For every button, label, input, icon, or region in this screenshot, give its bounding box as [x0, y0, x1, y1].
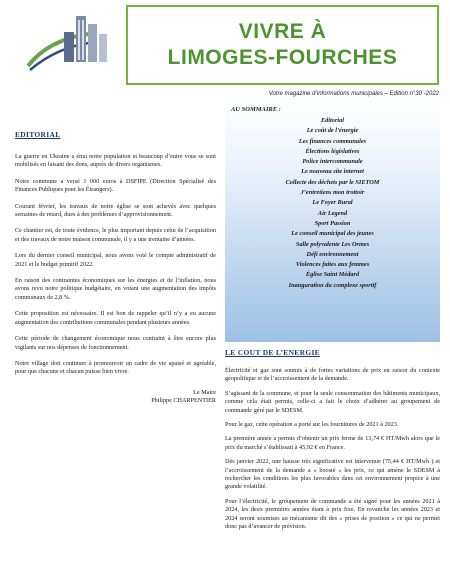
- editorial-paragraph: Cette période de changement économique nous contraint à être encore plus vigilants sur nos dépenses de fonctionnement.: [15, 335, 216, 351]
- editorial-paragraph: Ce chantier est, de toute évidence, le plus important depuis celui de l’acquisition et des travaux de notre maison communale, il y a une trentaine d’années.: [15, 227, 216, 243]
- toc-item: Sport Passion: [314, 219, 351, 227]
- toc-item: Le Foyer Rural: [312, 199, 353, 207]
- toc-item: Défi environnement: [306, 250, 359, 258]
- toc-item: Violences faites aux femmes: [295, 261, 370, 269]
- toc-item: Inauguration du complexe sportif: [288, 281, 377, 289]
- signature-title: Le Maire: [193, 388, 216, 396]
- editorial-paragraph: Cette proposition est nécessaire. Il est bon de rappeler qu’il n’y a eu aucune augmentation des contributions communales pendant plusieurs années.: [15, 310, 216, 326]
- toc-item: Le conseil municipal des jeunes: [291, 230, 374, 238]
- toc-item: Salle polyvalente Les Ormes: [295, 240, 370, 248]
- toc-item: Église Saint Médard: [305, 271, 360, 279]
- toc-item: Les finances communales: [298, 137, 367, 145]
- energy-paragraph: Pour le gaz, cette opération a porté sur les fournitures de 2021 à 2023.: [225, 421, 399, 429]
- table-of-contents-heading: AU SOMMAIRE :: [231, 106, 281, 113]
- editorial-column: [15, 130, 216, 406]
- town-logo: [18, 10, 120, 92]
- editorial-paragraph: Courant février, les travaux de notre église se sont achevés avec quelques semaines de retard, dues à des problèmes d’approvisionnement.: [15, 202, 216, 219]
- toc-item: Police intercommunale: [302, 158, 363, 166]
- toc-item: Le nouveau site internet: [301, 168, 364, 176]
- energy-paragraph: Dès janvier 2022, une hausse très significative est intervenue (75,44 € HT/Mwh ) et l’accroissement de la demande a « boosté » les prix, ce qui amène le SDESM à rechercher les conditions les plus favorables dans cet environnement propice à une grande volatilité.: [225, 458, 440, 491]
- masthead-title-line-1: VIVRE À: [238, 20, 327, 43]
- toc-item: Editorial: [320, 117, 345, 124]
- table-of-contents-list: [231, 116, 434, 291]
- signature-name: Philippe CHARPENTIER: [151, 397, 216, 405]
- editorial-paragraph: La guerre en Ukraine a ému notre population et beaucoup d’entre vous se sont mobilisés en faisant des dons, auprès de divers organismes.: [15, 153, 216, 169]
- editorial-paragraph: Notre village doit continuer à promouvoir un cadre de vie apaisé et agréable, pour que chacune et chacun puisse bien vivre.: [15, 359, 216, 376]
- signature-block: [15, 389, 216, 406]
- energy-paragraph: La première année a permis d’obtenir un prix ferme de 13,74 € HT/Mwh alors que le prix du marché s’établissait à 45,92 € en France.: [225, 435, 440, 451]
- energy-paragraph: S’agissant de la commune, et pour la seule consommation des bâtiments municipaux, comme cela était permis, celle-ci a fait le choix d’adhérer au groupement de commande géré par le SDESM.: [225, 389, 440, 414]
- toc-item: Le coût de l’énergie: [306, 127, 359, 135]
- editorial-heading: EDITORIAL: [15, 130, 61, 139]
- editorial-paragraph: En raison des contraintes économiques sur les énergies et de l’inflation, nous avons revu notre politique budgétaire, en votant une augmentation des impôts communaux de 2,8 %.: [15, 277, 216, 301]
- masthead-subtitle: Votre magazine d’informations municipales – Edition n°30 -2022: [268, 91, 439, 97]
- table-of-contents-box: [225, 100, 440, 342]
- toc-item: Air Legend: [317, 209, 348, 217]
- energy-paragraph: Électricité et gaz sont soumis à de fortes variations de prix en raison du contexte géopolitique et de l’accroissement de la demande.: [225, 367, 440, 383]
- editorial-paragraph: Lors du dernier conseil municipal, nous avons voté le compte administratif de 2021 et le budget primitif 2022.: [15, 252, 216, 268]
- masthead-box: [126, 5, 439, 85]
- masthead-title-line-2: LIMOGES-FOURCHES: [167, 46, 398, 69]
- energy-heading: LE COUT DE L’ENERGIE: [225, 348, 320, 357]
- toc-item: J’entretiens mon trottoir: [300, 189, 365, 197]
- town-logo-graphic: [18, 10, 120, 92]
- toc-item: Collecte des déchets par le SIETOM: [285, 178, 380, 186]
- toc-item: Élections législatives: [305, 147, 360, 155]
- editorial-paragraph: Notre commune a versé 1 000 euros à DSFIPE (Direction Spécialisé des Finances Publiques pour les Étrangers).: [15, 177, 216, 194]
- energy-column: [225, 348, 440, 538]
- energy-paragraph: Pour l’électricité, le groupement de commande a été signé pour les années 2021 à 2024, les deux premières années étant à prix fixe. En revanche les années 2023 et 2024 seront soumises au mécanisme dit des « prises de position » ce qui ne permet donc pas d’avancer de prévision.: [225, 497, 440, 531]
